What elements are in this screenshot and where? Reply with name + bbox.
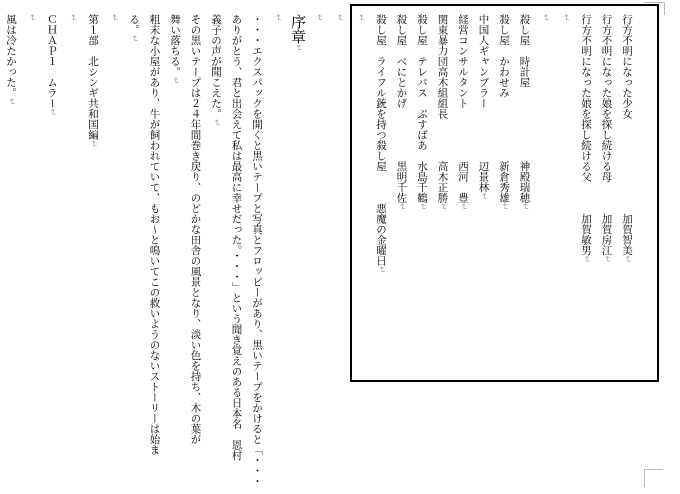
paragraph-mark: ↵ (458, 203, 468, 211)
body-line-prose: ・・・エクスパックを開くと黒いテープと写真とフロッピーがあり、黒いテープをかけると「・・・ (251, 14, 263, 487)
paragraph-mark: ↵ (540, 14, 550, 22)
paragraph-mark: ↵ (478, 192, 489, 201)
paragraph-mark: ↵ (88, 140, 98, 148)
paragraph-mark: ↵ (272, 14, 283, 22)
cast-line-consultant: 経営コンサルタント 西河 豊↵ (457, 14, 469, 211)
body-line-empty (62, 14, 83, 490)
paragraph-mark: ↵ (560, 14, 571, 22)
cast-line-killer-kawasemi: 殺し屋 かわせみ 新倉秀雄↵ (498, 14, 510, 211)
body-line-empty (329, 14, 350, 490)
cast-line-empty (535, 14, 556, 380)
paragraph-mark: ↵ (334, 14, 344, 22)
cast-line-killer-telepath: 殺し屋 テレパス ぶすばあ 水島千鶴↵ (416, 14, 428, 211)
cast-line-missing-girl: 行方不明になった少女 加賀智美↵ (621, 14, 633, 264)
paragraph-mark: ↵ (313, 14, 324, 22)
paragraph-mark: ↵ (622, 255, 632, 264)
paragraph-mark: ↵ (6, 98, 16, 106)
body-line-prose: 粗末な小屋があり、牛が飼われていて、もお～と鳴いてこの救いようのないストーリーは始ま (148, 14, 161, 455)
text-boundary-corner-bottom-right-icon (644, 469, 663, 487)
paragraph-mark: ↵ (396, 203, 407, 211)
cast-line-gambler: 中国人ギャンブラー 辺景林↵ (477, 14, 490, 201)
cast-line-gang-boss: 関東暴力団高木組組長 高木正勝↵ (436, 14, 449, 211)
paragraph-mark: ↵ (26, 14, 37, 22)
chapter-title: ＣＨＡＰ１ ムラー↵ (46, 14, 58, 117)
cast-line-killer-clockmaker: 殺し屋 時計屋 神殿瑞穂↵ (518, 14, 531, 211)
cast-line-father: 行方不明になった娘を探し続ける父 加賀敏男↵ (580, 14, 592, 264)
paragraph-mark: ↵ (67, 14, 78, 22)
paragraph-mark: ↵ (211, 119, 221, 127)
cast-list-text (352, 6, 657, 380)
body-line-empty (308, 14, 329, 490)
paragraph-mark: ↵ (437, 203, 448, 211)
cast-line-killer-rifle: 殺し屋 ライフル銃を持つ殺し屋 悪魔の金曜日↵ (375, 14, 387, 274)
paragraph-mark: ↵ (499, 203, 509, 211)
body-line-empty (103, 14, 124, 490)
body-line-prose: 舞い落ちる。↵ (169, 14, 181, 85)
cast-list-frame (350, 4, 659, 382)
cast-line-empty (555, 14, 576, 380)
body-line-prose: 義子の声が聞こえた。↵ (210, 14, 222, 127)
cast-line-mother: 行方不明になった娘を探し続ける母 加賀房江↵ (600, 14, 613, 264)
chapter-heading-prologue: 序章↵ (289, 14, 307, 52)
body-line-prose: ありがとう、君と出会えて私は最高に幸せだった。・・・」という聞き覚えのある日本名 恩村 (230, 14, 243, 461)
cast-line-empty (350, 14, 371, 380)
body-line-prose: る。↵ (128, 14, 140, 43)
paragraph-mark: ↵ (355, 14, 366, 22)
paragraph-mark: ↵ (601, 255, 612, 264)
paragraph-mark: ↵ (170, 77, 180, 85)
paragraph-mark: ↵ (293, 44, 303, 52)
body-line-prose: 風は冷たかった。↵ (5, 14, 17, 106)
body-line-empty (21, 14, 42, 490)
part-title: 第１部 北シンギ共和国編↵ (87, 14, 99, 148)
paragraph-mark: ↵ (519, 203, 530, 211)
body-text (0, 8, 349, 490)
body-line-prose: その黒いテープは２４年間巻き戻り、のどかな田舎の風景となり、淡い色を持ち、木の葉が (189, 14, 202, 445)
paragraph-mark: ↵ (47, 108, 57, 117)
paragraph-mark: ↵ (129, 35, 139, 43)
body-line-empty (267, 14, 288, 490)
cast-line-killer-benitokage: 殺し屋 べにとかげ 黒明千佐↵ (395, 14, 408, 211)
paragraph-mark: ↵ (108, 14, 119, 22)
paragraph-mark: ↵ (581, 255, 591, 264)
paragraph-mark: ↵ (376, 266, 386, 274)
paragraph-mark: ↵ (417, 203, 427, 211)
